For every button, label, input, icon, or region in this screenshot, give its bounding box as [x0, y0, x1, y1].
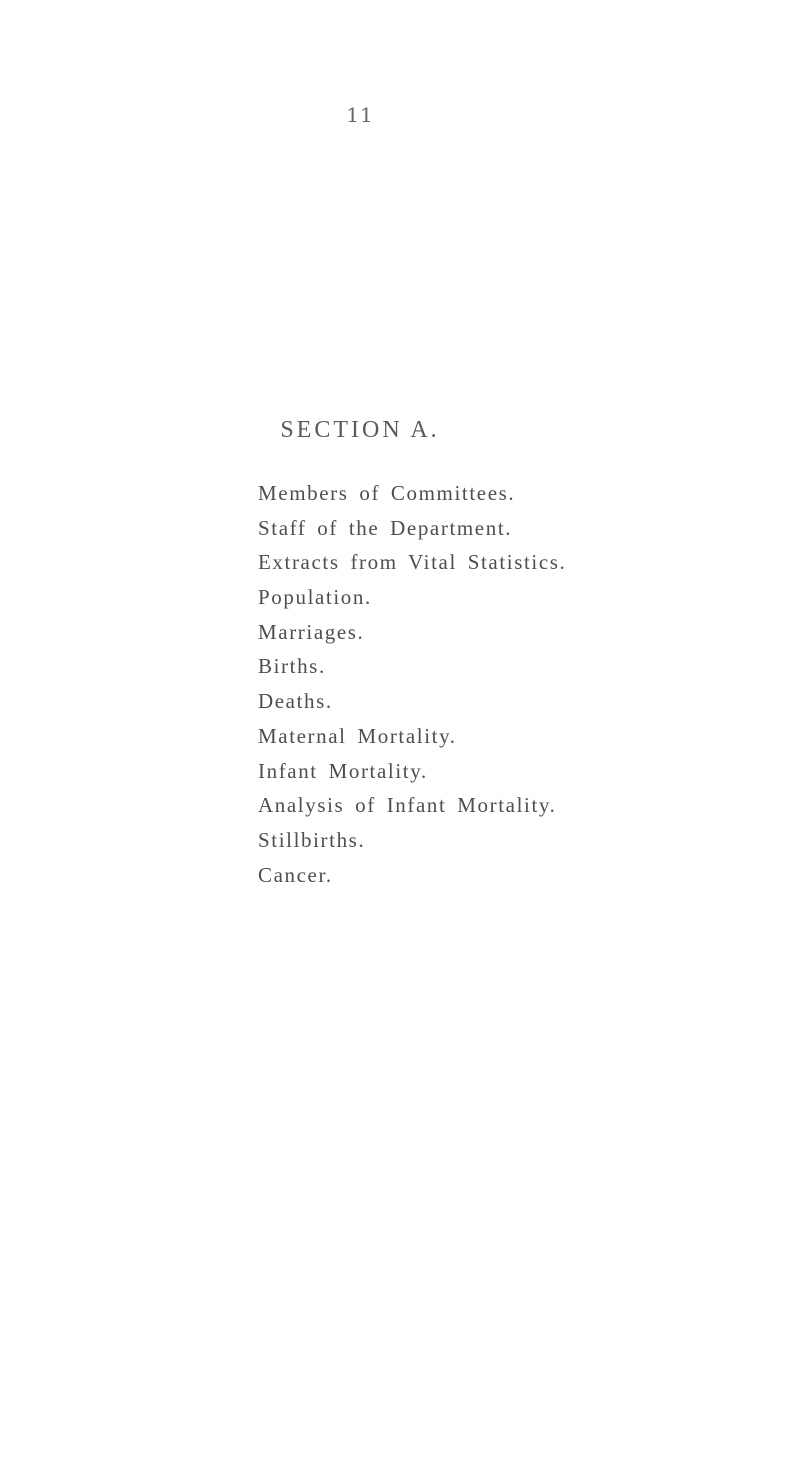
contents-item-marriages: Marriages. [258, 619, 365, 644]
contents-item-population: Population. [258, 585, 372, 610]
page-number: 11 [346, 103, 374, 127]
contents-item-members-of-committees: Members of Committees. [258, 481, 516, 505]
contents-item-maternal-mortality: Maternal Mortality. [258, 723, 457, 748]
contents-item-extracts-vital-statistics: Extracts from Vital Statistics. [258, 550, 567, 575]
contents-item-analysis-infant-mortality: Analysis of Infant Mortality. [258, 793, 557, 818]
contents-list [258, 476, 566, 892]
contents-item-cancer: Cancer. [258, 862, 333, 887]
section-title: SECTION A. [280, 417, 440, 443]
contents-item-staff-of-department: Staff of the Department. [258, 515, 513, 540]
contents-item-births: Births. [258, 654, 326, 679]
contents-item-infant-mortality: Infant Mortality. [258, 758, 428, 783]
contents-item-stillbirths: Stillbirths. [258, 827, 366, 852]
contents-item-deaths: Deaths. [258, 689, 333, 714]
